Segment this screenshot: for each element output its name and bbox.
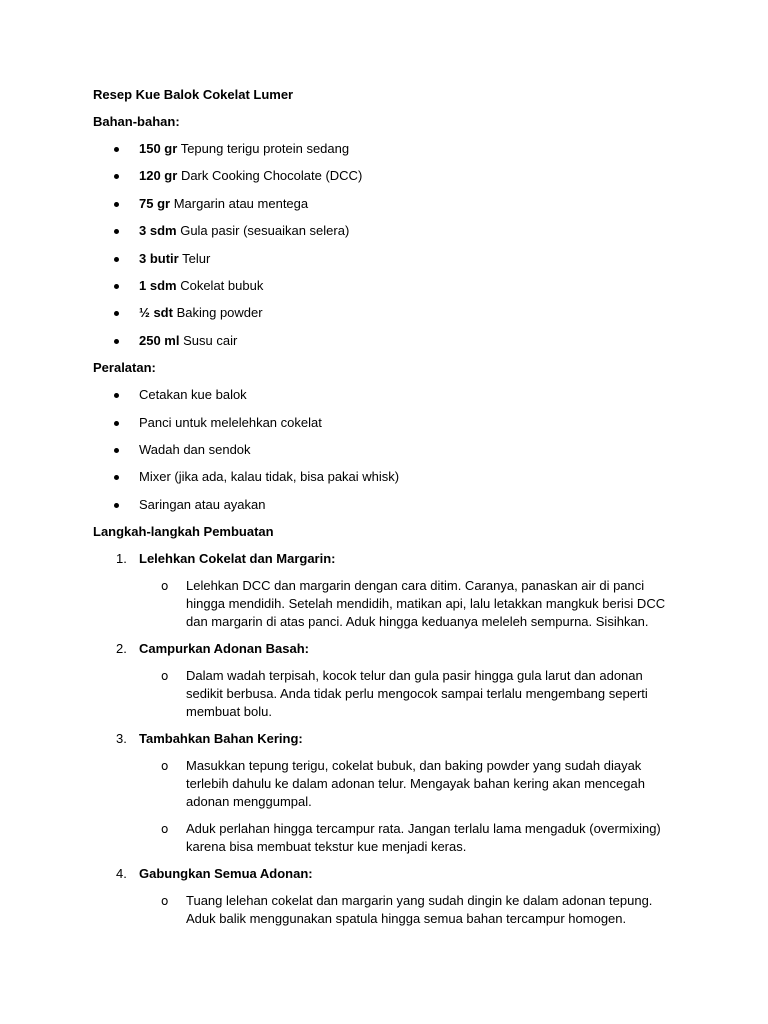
step-item (93, 730, 693, 856)
step-item (93, 640, 693, 721)
document-page (93, 86, 693, 937)
bahan-item (93, 195, 693, 213)
langkah-list (93, 550, 693, 928)
step-item (93, 550, 693, 631)
bahan-item (93, 332, 693, 350)
circle-bullet-icon: o (161, 822, 169, 837)
bahan-text: Gula pasir (sesuaikan selera) (180, 223, 350, 239)
bullet-dot-icon (114, 448, 119, 453)
step-substeps (93, 892, 693, 928)
bahan-item (93, 222, 693, 240)
peralatan-item (93, 386, 693, 404)
langkah-heading: Langkah-langkah Pembuatan (93, 524, 274, 540)
substep-item (93, 667, 676, 721)
peralatan-text: Cetakan kue balok (139, 387, 247, 403)
bahan-text: Cokelat bubuk (180, 277, 264, 293)
step-number: 4. (116, 866, 127, 882)
substep-item (93, 577, 676, 631)
bahan-text: Susu cair (183, 332, 238, 348)
step-heading (93, 730, 693, 748)
substep-text: Tuang lelehan cokelat dan margarin yang sudah dingin ke dalam adonan tepung. Aduk balik menggunakan spatula hingga semua bahan tercampur homogen. (186, 893, 653, 927)
page-title: Resep Kue Balok Cokelat Lumer (93, 87, 294, 102)
peralatan-text: Wadah dan sendok (139, 441, 251, 457)
bullet-dot-icon (114, 503, 119, 508)
bullet-dot-icon (114, 284, 119, 289)
bullet-dot-icon (114, 174, 119, 179)
circle-bullet-icon: o (161, 579, 169, 594)
step-title: Lelehkan Cokelat dan Margarin: (139, 551, 336, 567)
step-title: Tambahkan Bahan Kering: (139, 731, 303, 747)
bahan-item (93, 167, 693, 185)
bullet-dot-icon (114, 257, 119, 262)
peralatan-text: Mixer (jika ada, kalau tidak, bisa pakai whisk) (139, 469, 400, 485)
bahan-text: Tepung terigu protein sedang (180, 141, 350, 156)
bullet-dot-icon (114, 229, 119, 234)
bahan-item (93, 277, 693, 295)
peralatan-text: Saringan atau ayakan (139, 496, 266, 512)
peralatan-item (93, 441, 693, 459)
bahan-item (93, 304, 693, 322)
bullet-dot-icon (114, 339, 119, 344)
step-heading (93, 865, 693, 883)
bahan-item (93, 250, 693, 268)
bahan-text: Telur (182, 250, 211, 266)
peralatan-list (93, 386, 693, 514)
bahan-list (93, 140, 693, 350)
step-substeps (93, 757, 693, 856)
circle-bullet-icon: o (161, 669, 169, 684)
bahan-qty: 250 ml (139, 332, 180, 348)
bullet-dot-icon (114, 202, 119, 207)
step-title: Campurkan Adonan Basah: (139, 641, 309, 657)
step-item (93, 865, 693, 928)
step-number: 2. (116, 641, 127, 657)
bahan-qty: 3 sdm (139, 223, 177, 239)
peralatan-item (93, 496, 693, 514)
peralatan-item (93, 414, 693, 432)
circle-bullet-icon: o (161, 759, 169, 774)
substep-text: Aduk perlahan hingga tercampur rata. Jangan terlalu lama mengaduk (overmixing) karena bisa membuat tekstur kue menjadi keras. (186, 821, 661, 855)
step-heading (93, 640, 693, 658)
substep-text: Lelehkan DCC dan margarin dengan cara ditim. Caranya, panaskan air di panci hingga mendidih. Setelah mendidih, matikan api, lalu letakkan mangkuk berisi DCC dan margarin di atas panci. Aduk hingga keduanya meleleh sempurna. Sisihkan. (186, 578, 666, 630)
step-substeps (93, 577, 693, 631)
substep-text: Masukkan tepung terigu, cokelat bubuk, dan baking powder yang sudah diayak terlebih dahulu ke dalam adonan telur. Mengayak bahan kering akan mencegah adonan menggumpal. (186, 758, 645, 810)
bahan-qty: 75 gr (139, 195, 171, 211)
step-substeps (93, 667, 693, 721)
step-title: Gabungkan Semua Adonan: (139, 866, 313, 882)
bullet-dot-icon (114, 147, 119, 152)
bahan-text: Margarin atau mentega (173, 195, 309, 211)
substep-item (93, 892, 676, 928)
substep-text: Dalam wadah terpisah, kocok telur dan gula pasir hingga gula larut dan adonan sedikit berbusa. Anda tidak perlu mengocok sampai terlalu mengembang seperti membuat bolu. (186, 668, 648, 720)
circle-bullet-icon: o (161, 894, 169, 909)
bahan-text: Dark Cooking Chocolate (DCC) (180, 168, 363, 184)
peralatan-item (93, 468, 693, 486)
bullet-dot-icon (114, 475, 119, 480)
bahan-item (93, 140, 693, 158)
bahan-qty: 1 sdm (139, 277, 177, 293)
substep-item (93, 820, 676, 856)
bullet-dot-icon (114, 393, 119, 398)
peralatan-heading: Peralatan: (93, 360, 156, 376)
bahan-text: Baking powder (176, 305, 263, 321)
substep-item (93, 757, 676, 811)
bahan-qty: 120 gr (139, 168, 178, 184)
bullet-dot-icon (114, 311, 119, 316)
step-heading (93, 550, 693, 568)
bahan-qty: 3 butir (139, 250, 179, 266)
bahan-qty: ½ sdt (139, 305, 173, 321)
peralatan-text: Panci untuk melelehkan cokelat (139, 414, 322, 430)
step-number: 1. (116, 551, 127, 567)
bahan-heading: Bahan-bahan: (93, 114, 180, 129)
bahan-qty: 150 gr (139, 141, 178, 156)
bullet-dot-icon (114, 421, 119, 426)
step-number: 3. (116, 731, 127, 747)
